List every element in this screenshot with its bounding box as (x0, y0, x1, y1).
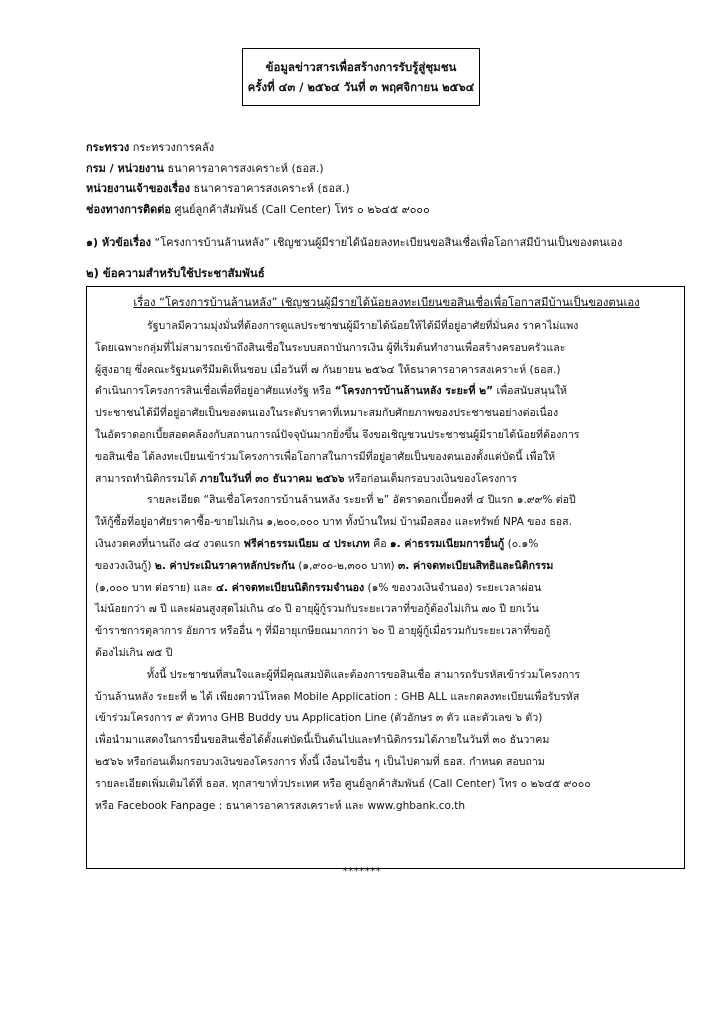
p1-line: สามารถทำนิติกรรมได้ ภายในวันที่ ๓๐ ธันวาคม ๒๕๖๖ หรือก่อนเต็มกรอบวงเงินของโครงการ (95, 472, 518, 485)
header-issue-date: ครั้งที่ ๔๓ / ๒๕๖๔ วันที่ ๓ พฤศจิกายน ๒๕๖๔ (247, 80, 475, 94)
meta-owner (86, 179, 686, 200)
meta-owner-label: หน่วยงานเจ้าของเรื่อง (86, 182, 190, 195)
meta-ministry-value: กระทรวงการคลัง (132, 141, 215, 154)
p2-line: ให้กู้ซื้อที่อยู่อาศัยราคาซื้อ-ขายไม่เกิน ๑,๒๐๐,๐๐๐ บาท ทั้งบ้านใหม่ บ้านมือสอง และทรัพย์ NPA ของ ธอส. (95, 516, 572, 529)
section2-heading: ๒) ข้อความสำหรับใช้ประชาสัมพันธ์ (86, 266, 265, 280)
p2-line: ต้องไม่เกิน ๗๕ ปี (95, 646, 173, 659)
meta-dept-value: ธนาคารอาคารสงเคราะห์ (ธอส.) (167, 161, 324, 175)
p2-line: เงินงวดคงที่นานถึง ๘๔ งวดแรก ฟรีค่าธรรมเนียม ๔ ประเภท คือ ๑. ค่าธรรมเนียมการยื่นกู้ (๐.๑% (95, 537, 539, 550)
paragraph-1 (95, 316, 678, 490)
end-marker: ******* (342, 866, 382, 877)
p3-line: หรือ Facebook Fanpage : ธนาคารอาคารสงเคราะห์ และ www.ghbank.co.th (95, 799, 466, 812)
p2-line: ไม่น้อยกว่า ๗ ปี และผ่อนสูงสุดไม่เกิน ๔๐ ปี อายุผู้กู้รวมกับระยะเวลาที่ขอกู้ต้องไม่เกิน ๗๐ ปี ยกเว้น (95, 603, 539, 616)
topic-line (86, 233, 622, 251)
deadline-bold: ภายในวันที่ ๓๐ ธันวาคม ๒๕๖๖ (199, 472, 345, 485)
meta-contact (86, 200, 686, 221)
project-name-bold: “โครงการบ้านล้านหลัง ระยะที่ ๒” (334, 385, 494, 398)
meta-ministry (86, 138, 686, 159)
meta-info (86, 138, 686, 220)
p3-line: ทั้งนี้ ประชาชนที่สนใจและผู้ที่มีคุณสมบัติและต้องการขอสินเชื่อ สามารถรับรหัสเข้าร่วมโครงการ (147, 668, 581, 681)
p3-line: เข้าร่วมโครงการ ๙ ตัวทาง GHB Buddy บน Application Line (ตัวอักษร ๓ ตัว และตัวเลข ๖ ตัว) (95, 712, 543, 725)
header-box (242, 48, 480, 106)
p3-line: ๒๕๖๖ หรือก่อนเต็มกรอบวงเงินของโครงการ ทั้งนี้ เงื่อนไขอื่น ๆ เป็นไปตามที่ ธอส. กำหนด สอบถาม (95, 755, 545, 768)
fee-4-bold: ๔. ค่าจดทะเบียนนิติกรรมจำนอง (215, 581, 365, 594)
meta-contact-value: ศูนย์ลูกค้าสัมพันธ์ (Call Center) โทร ๐ ๒๖๔๕ ๙๐๐๐ (174, 202, 430, 216)
paragraph-3 (95, 665, 678, 818)
meta-dept (86, 159, 686, 180)
p1-line: ประชาชนได้มีที่อยู่อาศัยเป็นของตนเองในระดับราคาที่เหมาะสมกับศักยภาพของประชาชนอย่างต่อเนื่อง (95, 407, 559, 420)
p3-line: เพื่อนำมาแสดงในการยื่นขอสินเชื่อได้ตั้งแต่บัดนี้เป็นต้นไปและทำนิติกรรมได้ภายในวันที่ ๓๐ ธันวาคม (95, 734, 550, 747)
p1-line: รัฐบาลมีความมุ่งมั่นที่ต้องการดูแลประชาชนผู้มีรายได้น้อยให้ได้มีที่อยู่อาศัยที่มั่นคง ราคาไม่แพง (147, 320, 579, 332)
topic-label: ๑) หัวข้อเรื่อง (86, 236, 152, 249)
header-title: ข้อมูลข่าวสารเพื่อสร้างการรับรู้สู่ชุมชน (265, 60, 457, 74)
pr-content-box (86, 286, 685, 869)
fee-2-bold: ๒. ค่าประเมินราคาหลักประกัน (154, 559, 295, 572)
p1-line: โดยเฉพาะกลุ่มที่ไม่สามารถเข้าถึงสินเชื่อในระบบสถาบันการเงิน ผู้ที่เริ่มต้นทำงานเพื่อสร้างครอบครัวและ (95, 341, 566, 354)
fee-3-bold: ๓. ค่าจดทะเบียนสิทธิและนิติกรรม (398, 559, 554, 572)
p2-line: ข้าราชการตุลาการ อัยการ หรืออื่น ๆ ที่มีอายุเกษียณมากกว่า ๖๐ ปี อายุผู้กู้เมื่อรวมกับระยะเวลาที่ขอกู้ (95, 625, 551, 638)
p2-line: ของวงเงินกู้) ๒. ค่าประเมินราคาหลักประกัน (๑,๙๐๐-๒,๓๐๐ บาท) ๓. ค่าจดทะเบียนสิทธิและนิติกรรม (95, 559, 554, 572)
p2-line: รายละเอียด “สินเชื่อโครงการบ้านล้านหลัง ระยะที่ ๒” อัตราดอกเบี้ยคงที่ ๔ ปีแรก ๑.๙๙% ต่อปี (147, 494, 576, 507)
p1-line: ขอสินเชื่อ ได้ลงทะเบียนเข้าร่วมโครงการเพื่อโอกาสในการมีที่อยู่อาศัยเป็นของตนเองตั้งแต่บัดนี้ เพื่อให้ (95, 450, 556, 463)
p2-line: (๑,๐๐๐ บาท ต่อราย) และ ๔. ค่าจดทะเบียนนิติกรรมจำนอง (๑% ของวงเงินจำนอง) ระยะเวลาผ่อน (95, 581, 542, 594)
pr-title: เรื่อง “โครงการบ้านล้านหลัง” เชิญชวนผู้มีรายได้น้อยลงทะเบียนขอสินเชื่อเพื่อโอกาสมีบ้านเป็นของตนเอง (133, 296, 640, 309)
fee-1-bold: ๑. ค่าธรรมเนียมการยื่นกู้ (389, 537, 505, 550)
meta-dept-label: กรม / หน่วยงาน (86, 161, 164, 175)
meta-owner-value: ธนาคารอาคารสงเคราะห์ (ธอส.) (193, 182, 350, 195)
meta-contact-label: ช่องทางการติดต่อ (86, 202, 172, 216)
p3-line: รายละเอียดเพิ่มเติมได้ที่ ธอส. ทุกสาขาทั่วประเทศ หรือ ศูนย์ลูกค้าสัมพันธ์ (Call Center) โทร ๐ ๒๖๔๕ ๙๐๐๐ (95, 777, 591, 790)
p1-line: ดำเนินการโครงการสินเชื่อเพื่อที่อยู่อาศัยแห่งรัฐ หรือ “โครงการบ้านล้านหลัง ระยะที่ ๒” เพื่อสนับสนุนให้ (95, 385, 567, 398)
p1-line: ในอัตราดอกเบี้ยสอดคล้องกับสถานการณ์ปัจจุบันมากยิ่งขึ้น จึงขอเชิญชวนประชาชนผู้มีรายได้น้อยที่ต้องการ (95, 428, 580, 441)
topic-value: “โครงการบ้านล้านหลัง” เชิญชวนผู้มีรายได้น้อยลงทะเบียนขอสินเชื่อเพื่อโอกาสมีบ้านเป็นของตนเอง (154, 236, 623, 249)
meta-ministry-label: กระทรวง (86, 141, 130, 154)
paragraph-2 (95, 490, 678, 664)
p1-line: ผู้สูงอายุ ซึ่งคณะรัฐมนตรีมีมติเห็นชอบ เมื่อวันที่ ๗ กันยายน ๒๕๖๔ ให้ธนาคารอาคารสงเคราะห์ (ธอส.) (95, 363, 561, 376)
free-fees-bold: ฟรีค่าธรรมเนียม ๔ ประเภท (243, 537, 370, 550)
p3-line: บ้านล้านหลัง ระยะที่ ๒ ได้ เพียงดาวน์โหลด Mobile Application : GHB ALL และกดลงทะเบียนเพื่อรับรหัส (95, 690, 580, 703)
